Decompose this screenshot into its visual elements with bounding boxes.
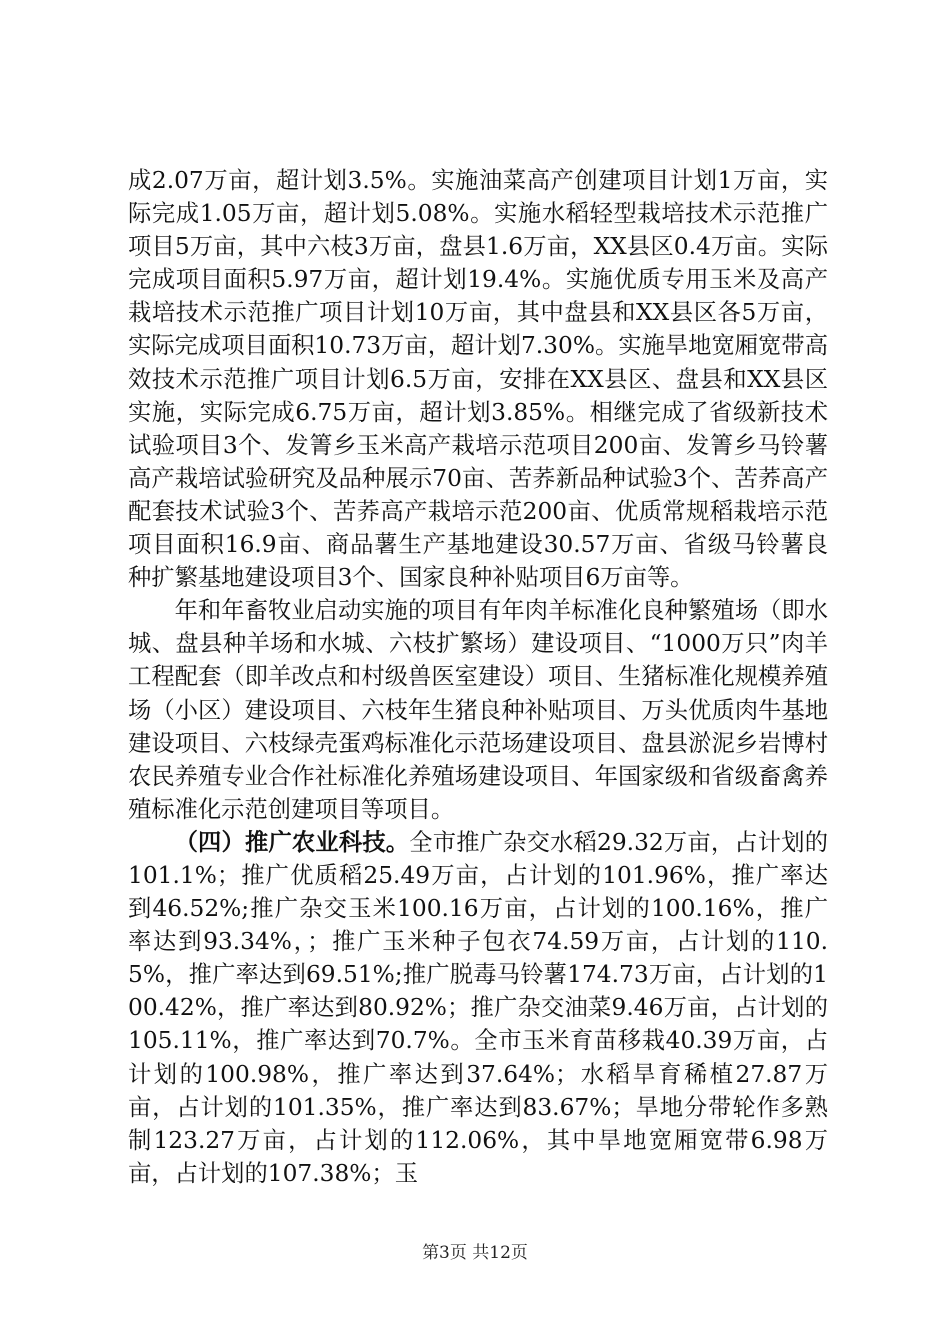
paragraph-crop-projects [128,164,828,594]
paragraph-text: 全市推广杂交水稻29.32万亩，占计划的101.1%；推广优质稻25.49万亩，占计划的101.96%，推广率达到46.52%;推广杂交玉米100.16万亩，占计划的100.16%，推广率达到93.34%，；推广玉米种子包衣74.59万亩，占计划的110.5%，推广率达到69.51%;推广脱毒马铃薯174.73万亩，占计划的100.42%，推广率达到80.92%；推广杂交油菜9.46万亩，占计划的105.11%，推广率达到70.7%。全市玉米育苗移栽40.39万亩，占计划的100.98%，推广率达到37.64%；水稻旱育稀植27.87万亩，占计划的101.35%，推广率达到83.67%；旱地分带轮作多熟制123.27万亩，占计划的112.06%，其中旱地宽厢宽带6.98万亩，占计划的107.38%；玉 [128,828,828,1187]
document-body [128,164,828,1190]
paragraph-text: 年和年畜牧业启动实施的项目有年肉羊标准化良种繁殖场（即水城、盘县种羊场和水城、六枝扩繁场）建设项目、“1000万只”肉羊工程配套（即羊改点和村级兽医室建设）项目、生猪标准化规模养殖场（小区）建设项目、六枝年生猪良种补贴项目、万头优质肉牛基地建设项目、六枝绿壳蛋鸡标准化示范场建设项目、盘县淤泥乡岩博村农民养殖专业合作社标准化养殖场建设项目、年国家级和省级畜禽养殖标准化示范创建项目等项目。 [128,597,828,823]
paragraph-livestock-projects [128,594,828,826]
paragraph-text: 成2.07万亩，超计划3.5%。实施油菜高产创建项目计划1万亩，实际完成1.05万亩，超计划5.08%。实施水稻轻型栽培技术示范推广项目5万亩，其中六枝3万亩，盘县1.6万亩，XX县区0.4万亩。实际完成项目面积5.97万亩，超计划19.4%。实施优质专用玉米及高产栽培技术示范推广项目计划10万亩，其中盘县和XX县区各5万亩，实际完成项目面积10.73万亩，超计划7.30%。实施旱地宽厢宽带高效技术示范推广项目计划6.5万亩，安排在XX县区、盘县和XX县区实施，实际完成6.75万亩，超计划3.85%。相继完成了省级新技术试验项目3个、发箐乡玉米高产栽培示范项目200亩、发箐乡马铃薯高产栽培试验研究及品种展示70亩、苦荞新品种试验3个、苦荞高产配套技术试验3个、苦荞高产栽培示范200亩、优质常规稻栽培示范项目面积16.9亩、商品薯生产基地建设30.57万亩、省级马铃薯良种扩繁基地建设项目3个、国家良种补贴项目6万亩等。 [128,167,828,592]
paragraph-agri-tech [128,826,828,1190]
page-number-label: 第3页 共12页 [422,1243,528,1263]
section-heading: （四）推广农业科技。 [174,828,410,856]
page-number-footer [0,1242,950,1264]
